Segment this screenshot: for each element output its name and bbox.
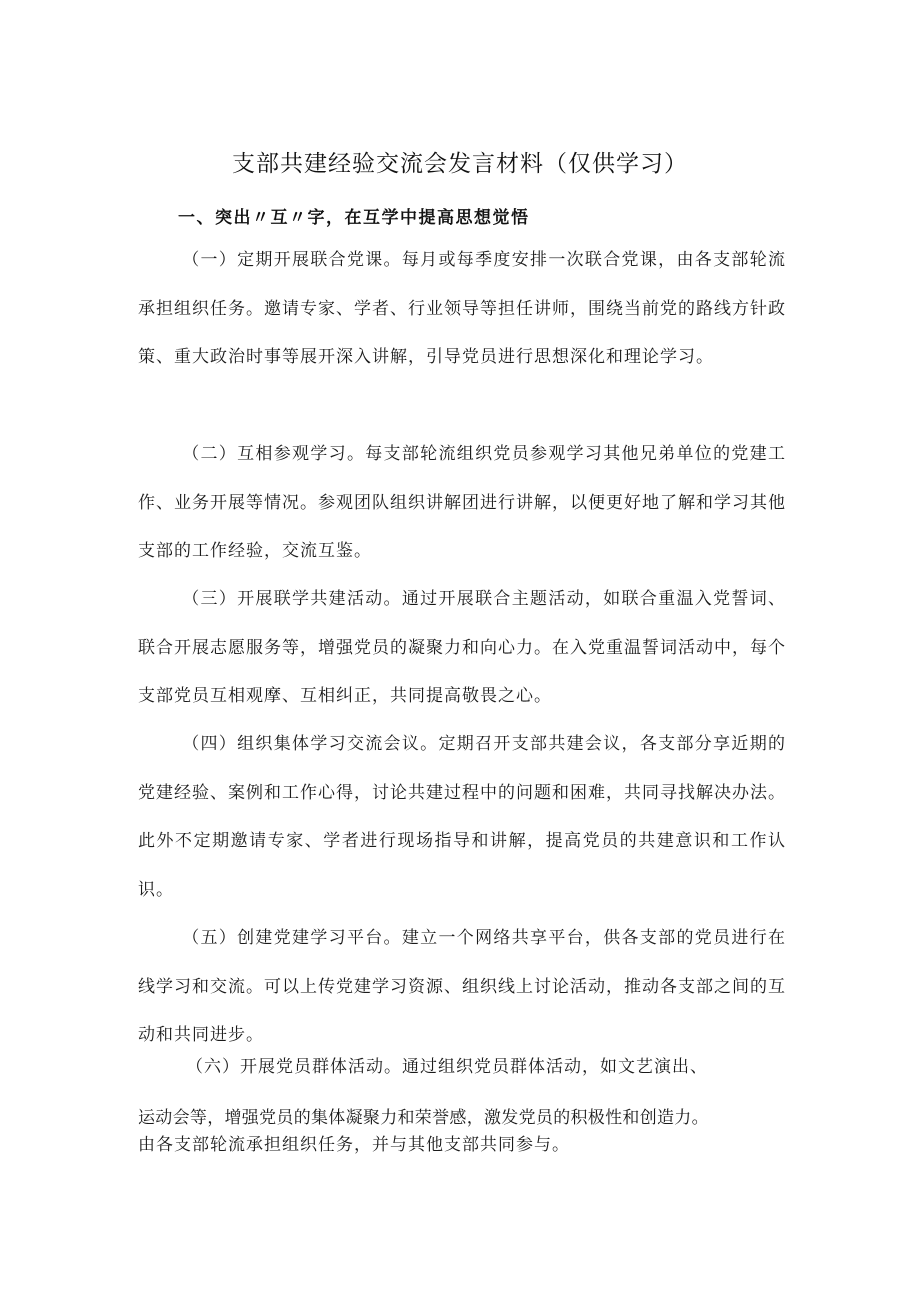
paragraph-6-line-1: （六）开展党员群体活动。通过组织党员群体活动，如文艺演出、 bbox=[186, 1057, 708, 1077]
paragraph-2: （二）互相参观学习。每支部轮流组织党员参观学习其他兄弟单位的党建工作、业务开展等情况。参观团队组织讲解团进行讲解，以便更好地了解和学习其他支部的工作经验，交流互鉴。 bbox=[138, 444, 786, 561]
document-title: 支部共建经验交流会发言材料（仅供学习） bbox=[232, 151, 688, 177]
paragraph-6-line-3: 由各支部轮流承担组织任务，并与其他支部共同参与。 bbox=[138, 1135, 570, 1155]
paragraph-4: （四）组织集体学习交流会议。定期召开支部共建会议，各支部分享近期的党建经验、案例和工作心得，讨论共建过程中的问题和困难，共同寻找解决办法。此外不定期邀请专家、学者进行现场指导和讲解，提高党员的共建意识和工作认识。 bbox=[138, 734, 786, 900]
paragraph-5: （五）创建党建学习平台。建立一个网络共享平台，供各支部的党员进行在线学习和交流。可以上传党建学习资源、组织线上讨论活动，推动各支部之间的互动和共同进步。 bbox=[138, 928, 786, 1045]
section-heading: 一、突出〃互〃字，在互学中提高思想觉悟 bbox=[178, 208, 530, 228]
paragraph-3: （三）开展联学共建活动。通过开展联合主题活动，如联合重温入党誓词、联合开展志愿服务等，增强党员的凝聚力和向心力。在入党重温誓词活动中，每个支部党员互相观摩、互相纠正，共同提高敬畏之心。 bbox=[138, 589, 786, 706]
paragraph-1: （一）定期开展联合党课。每月或每季度安排一次联合党课，由各支部轮流承担组织任务。邀请专家、学者、行业领导等担任讲师，围绕当前党的路线方针政策、重大政治时事等展开深入讲解，引导党员进行思想深化和理论学习。 bbox=[138, 250, 786, 367]
paragraph-6-line-2: 运动会等，增强党员的集体凝聚力和荣誉感，激发党员的积极性和创造力。 bbox=[138, 1108, 709, 1128]
